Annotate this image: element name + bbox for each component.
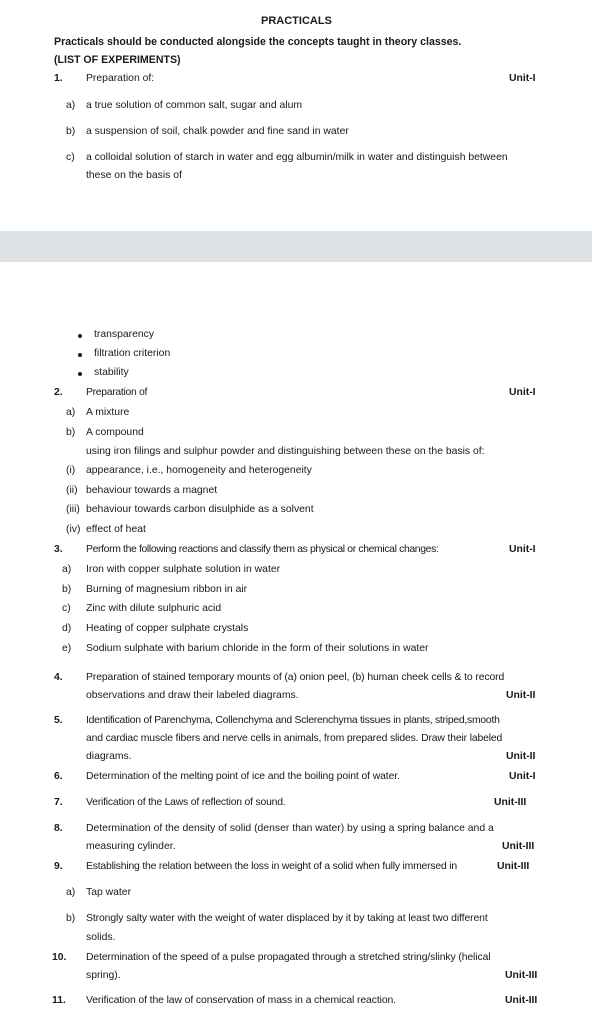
item-text: Identification of Parenchyma, Collenchyma and Sclerenchyma tissues in plants, striped,smooth [86,715,500,726]
item-text: Verification of the Laws of reflection of sound. [86,797,286,808]
item-text-continued: and cardiac muscle fibers and nerve cells in animals, from prepared slides. Draw their labeled [86,733,503,744]
item-number: 2. [54,387,63,398]
sub-label: b) [66,126,76,137]
roman-label: (iv) [66,524,81,535]
sub-text: Zinc with dilute sulphuric acid [86,603,222,614]
sub-text: Sodium sulphate with barium chloride in the form of their solutions in water [86,643,429,654]
roman-text: behaviour towards a magnet [86,485,218,496]
item-text: Establishing the relation between the loss in weight of a solid when fully immersed in [86,861,457,872]
sub-label: a) [62,564,72,575]
item-text: Preparation of stained temporary mounts of (a) onion peel, (b) human cheek cells & to record [86,672,505,683]
item-text: Determination of the density of solid (denser than water) by using a spring balance and a [86,823,494,834]
item-text: Determination of the melting point of ice and the boiling point of water. [86,771,400,782]
item-number: 1. [54,73,63,84]
unit-label: Unit-I [509,73,536,84]
sub-label: d) [62,623,72,634]
bullet-item: filtration criterion [94,348,171,359]
item-number: 7. [54,797,63,808]
sub-text: Heating of copper sulphate crystals [86,623,249,634]
roman-text: effect of heat [86,524,146,535]
sub-text: Iron with copper sulphate solution in water [86,564,281,575]
bullet-icon [78,353,82,357]
sub-text: a suspension of soil, chalk powder and fine sand in water [86,126,349,137]
unit-label: Unit-I [509,387,536,398]
item-text: Verification of the law of conservation of mass in a chemical reaction. [86,995,396,1006]
item-number: 6. [54,771,63,782]
sub-label: a) [66,100,76,111]
sub-text-continued: these on the basis of [86,170,182,181]
unit-label: Unit-II [506,690,536,701]
sub-label: b) [66,913,76,924]
sub-text: Tap water [86,887,132,898]
sub-label: b) [66,427,76,438]
bullet-item: transparency [94,329,155,340]
sub-text: Strongly salty water with the weight of water displaced by it by taking at least two different [86,913,488,924]
roman-text: appearance, i.e., homogeneity and heterogeneity [86,465,312,476]
page-title: PRACTICALS [261,15,332,27]
item-text-continued: spring). [86,970,121,981]
unit-label: Unit-III [497,861,530,872]
sub-text-continued: solids. [86,932,116,943]
roman-label: (ii) [66,485,78,496]
item-number: 10. [52,952,67,963]
sub-label: e) [62,643,72,654]
sub-label: c) [66,152,75,163]
unit-label: Unit-I [509,771,536,782]
item-text: Determination of the speed of a pulse propagated through a stretched string/slinky (helical [86,952,491,963]
intro-text: Practicals should be conducted alongside the concepts taught in theory classes. [54,36,462,48]
item-number: 3. [54,544,63,555]
page-break-band [0,231,592,262]
roman-label: (iii) [66,504,80,515]
unit-label: Unit-I [509,544,536,555]
bullet-icon [78,372,82,376]
sub-text: Burning of magnesium ribbon in air [86,584,248,595]
sub-label: a) [66,887,76,898]
sub-text: a colloidal solution of starch in water and egg albumin/milk in water and distinguish between [86,152,508,163]
item-number: 9. [54,861,63,872]
unit-label: Unit-III [505,995,538,1006]
sub-text: A compound [86,427,144,438]
bullet-icon [78,334,82,338]
sub-text: using iron filings and sulphur powder and distinguishing between these on the basis of: [86,446,485,457]
item-text: Preparation of [86,387,148,398]
unit-label: Unit-III [502,841,535,852]
item-text-continued: observations and draw their labeled diagrams. [86,690,299,701]
sub-text: a true solution of common salt, sugar and alum [86,100,303,111]
roman-text: behaviour towards carbon disulphide as a solvent [86,504,314,515]
item-number: 5. [54,715,63,726]
list-heading: (LIST OF EXPERIMENTS) [54,54,181,66]
sub-label: c) [62,603,71,614]
item-number: 4. [54,672,63,683]
item-text: Perform the following reactions and classify them as physical or chemical changes: [86,544,439,555]
item-text-continued: measuring cylinder. [86,841,176,852]
item-text-continued: diagrams. [86,751,132,762]
sub-label: a) [66,407,76,418]
sub-label: b) [62,584,72,595]
item-number: 11. [52,995,66,1006]
sub-text: A mixture [86,407,130,418]
item-number: 8. [54,823,63,834]
unit-label: Unit-II [506,751,536,762]
unit-label: Unit-III [494,797,527,808]
bullet-item: stability [94,367,129,378]
roman-label: (i) [66,465,76,476]
unit-label: Unit-III [505,970,538,981]
item-text: Preparation of: [86,73,155,84]
